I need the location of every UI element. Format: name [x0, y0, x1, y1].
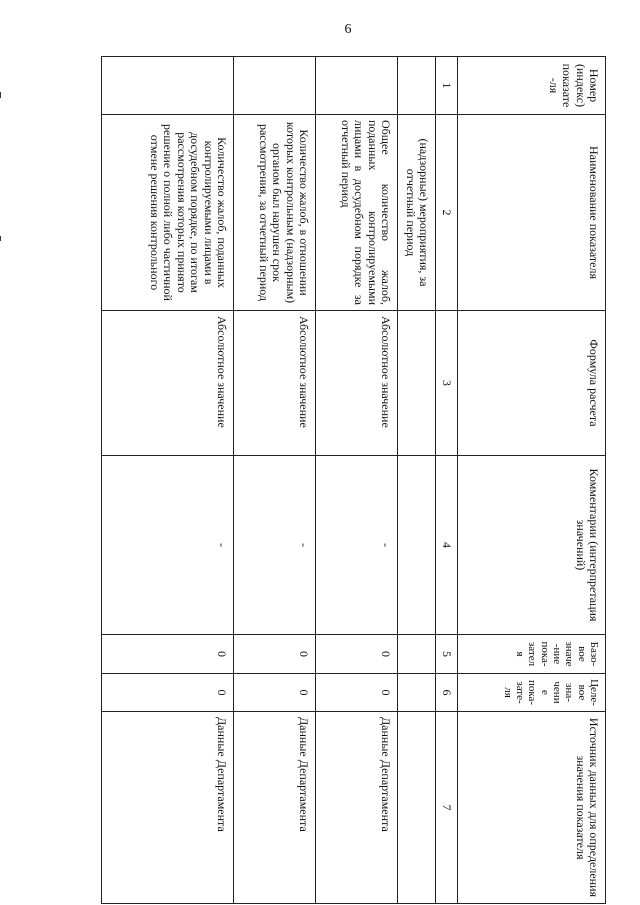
- header-index: Номер (индекс) показате-ля: [458, 57, 606, 115]
- table-row: [398, 57, 436, 904]
- table-row: [102, 57, 234, 904]
- row-name: Количество жалоб, в отношении которых контрольным (надзорным) органом был нарушен срок рассмотрения, за отчетный период: [234, 115, 316, 311]
- table-row: [234, 57, 316, 904]
- header-base-value: Базо-вое значе-ние пока-зателя: [458, 635, 606, 674]
- row-target: [398, 674, 436, 712]
- column-number: 2: [436, 115, 458, 311]
- table-header-row: [458, 57, 606, 904]
- row-formula: Абсолютное значение: [316, 311, 398, 456]
- row-formula: Абсолютное значение: [234, 311, 316, 456]
- column-number: 7: [436, 712, 458, 904]
- row-name: Количество жалоб, поданных контролируемыми лицами в досудебном порядке, по итогам рассмотрения которых принято решение о полной либо частичной отмене решения контрольного: [102, 115, 234, 311]
- row-base: 0: [316, 635, 398, 674]
- scan-edge-mark: [0, 236, 1, 241]
- column-number: 1: [436, 57, 458, 115]
- row-base: [398, 635, 436, 674]
- column-number: 6: [436, 674, 458, 712]
- scan-edge-mark: [0, 92, 1, 98]
- row-comment: -: [102, 456, 234, 635]
- row-target: 0: [102, 674, 234, 712]
- header-name: Наименование показателя: [458, 115, 606, 311]
- row-comment: -: [316, 456, 398, 635]
- table-row: [316, 57, 398, 904]
- row-base: 0: [234, 635, 316, 674]
- rotated-table-container: [104, 56, 606, 903]
- page-number: 6: [344, 22, 352, 37]
- column-number: 5: [436, 635, 458, 674]
- column-number-row: [436, 57, 458, 904]
- row-formula: Абсолютное значение: [102, 311, 234, 456]
- header-comment: Комментарии (интерпретация значений): [458, 456, 606, 635]
- column-number: 3: [436, 311, 458, 456]
- indicator-table-frame: [104, 56, 606, 903]
- row-index: [234, 57, 316, 115]
- header-formula: Формула расчета: [458, 311, 606, 456]
- row-index: [102, 57, 234, 115]
- row-index: [398, 57, 436, 115]
- row-target: 0: [316, 674, 398, 712]
- row-source: Данные Департамента: [316, 712, 398, 904]
- row-formula: [398, 311, 436, 456]
- column-number: 4: [436, 456, 458, 635]
- row-source: [398, 712, 436, 904]
- row-source: Данные Департамента: [102, 712, 234, 904]
- row-base: 0: [102, 635, 234, 674]
- row-source: Данные Департамента: [234, 712, 316, 904]
- header-target-value: Целе-вое зна-чение пока-зате-ля: [458, 674, 606, 712]
- row-comment: -: [234, 456, 316, 635]
- row-name: Общее количество жалоб, поданных контролируемыми лицами в досудебном порядке за отчетный период: [316, 115, 398, 311]
- row-target: 0: [234, 674, 316, 712]
- row-name: (надзорные) мероприятия, за отчетный период: [398, 115, 436, 311]
- indicator-table: [101, 56, 606, 904]
- row-comment: [398, 456, 436, 635]
- header-data-source: Источник данных для определения значения показателя: [458, 712, 606, 904]
- row-index: [316, 57, 398, 115]
